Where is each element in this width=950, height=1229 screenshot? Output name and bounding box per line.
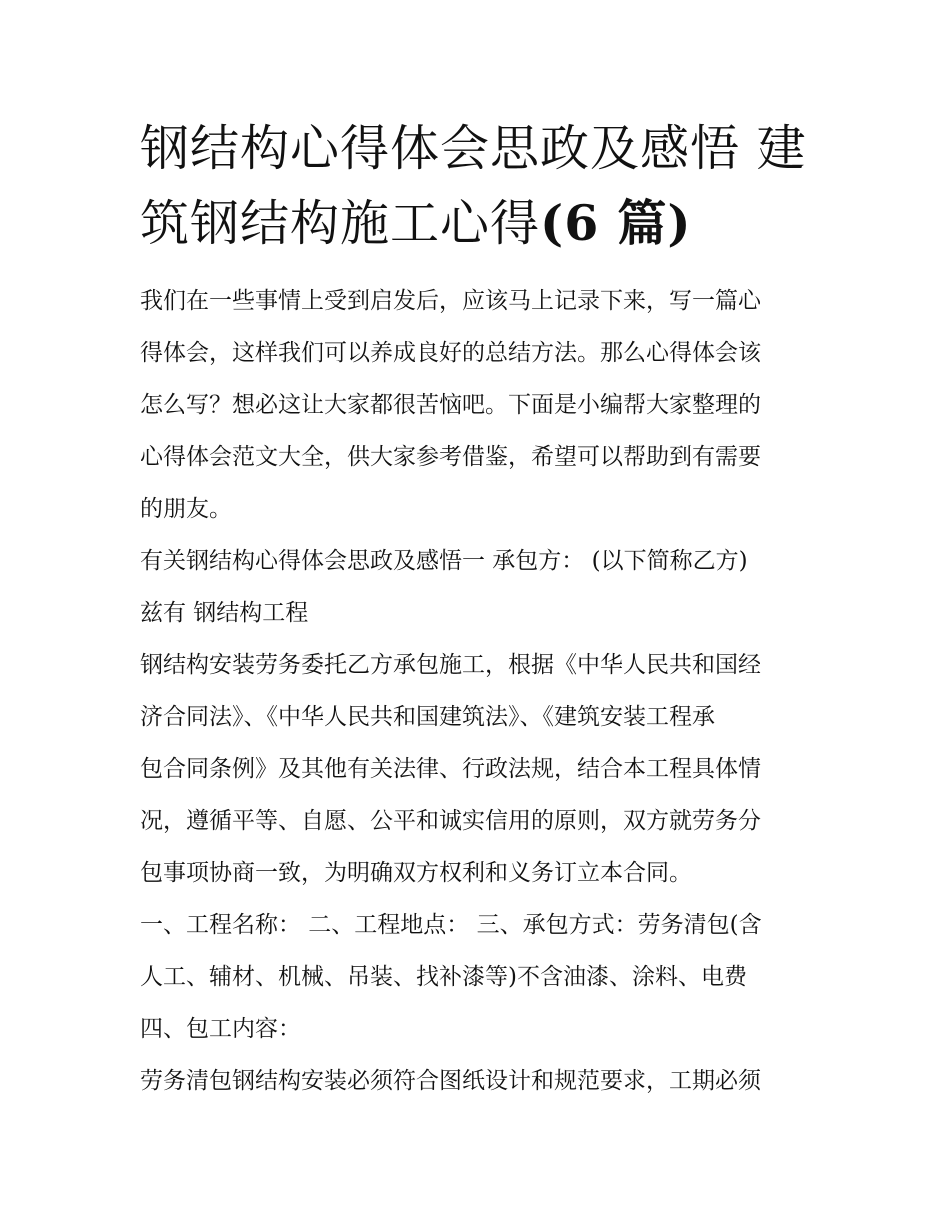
title-line-2 [140,186,820,261]
text-line: 我们在一些事情上受到启发后，应该马上记录下来，写一篇心 [140,288,761,314]
text-line: 四、包工内容： [140,1016,301,1042]
text-line: 劳务清包钢结构安装必须符合图纸设计和规范要求，工期必须 [140,1068,761,1094]
text-line: 况，遵循平等、自愿、公平和诚实信用的原则，双方就劳务分 [140,808,761,834]
contract-basis-paragraph [140,639,820,899]
document-page [140,112,820,1107]
text-line: 人工、辅材、机械、吊装、找补漆等)不含油漆、涂料、电费 [140,964,747,990]
text-line: 钢结构安装劳务委托乙方承包施工，根据《中华人民共和国经 [140,652,761,678]
title-line-2-suffix: (6 篇) [540,194,692,252]
text-line: 心得体会范文大全，供大家参考借鉴，希望可以帮助到有需要 [140,444,761,470]
text-line: 怎么写？想必这让大家都很苦恼吧。下面是小编帮大家整理的 [140,392,761,418]
contract-scope-paragraph [140,1055,820,1107]
text-line: 有关钢结构心得体会思政及感悟一 承包方： (以下简称乙方) [140,548,748,574]
document-title [140,112,820,261]
text-line: 的朋友。 [140,496,232,522]
contract-header-paragraph [140,535,820,639]
title-line-2-prefix: 筑钢结构施工心得 [140,195,541,252]
text-line: 一、工程名称： 二、工程地点： 三、承包方式：劳务清包(含 [140,912,762,938]
intro-paragraph [140,275,820,535]
text-line: 包合同条例》及其他有关法律、行政法规，结合本工程具体情 [140,756,761,782]
text-line: 得体会，这样我们可以养成良好的总结方法。那么心得体会该 [140,340,761,366]
text-line: 包事项协商一致，为明确双方权利和义务订立本合同。 [140,860,692,886]
contract-terms-paragraph [140,899,820,1055]
title-line-1: 钢结构心得体会思政及感悟 建 [140,120,807,177]
text-line: 兹有 钢结构工程 [140,600,309,626]
text-line: 济合同法》、《中华人民共和国建筑法》、《建筑安装工程承 [140,704,715,730]
